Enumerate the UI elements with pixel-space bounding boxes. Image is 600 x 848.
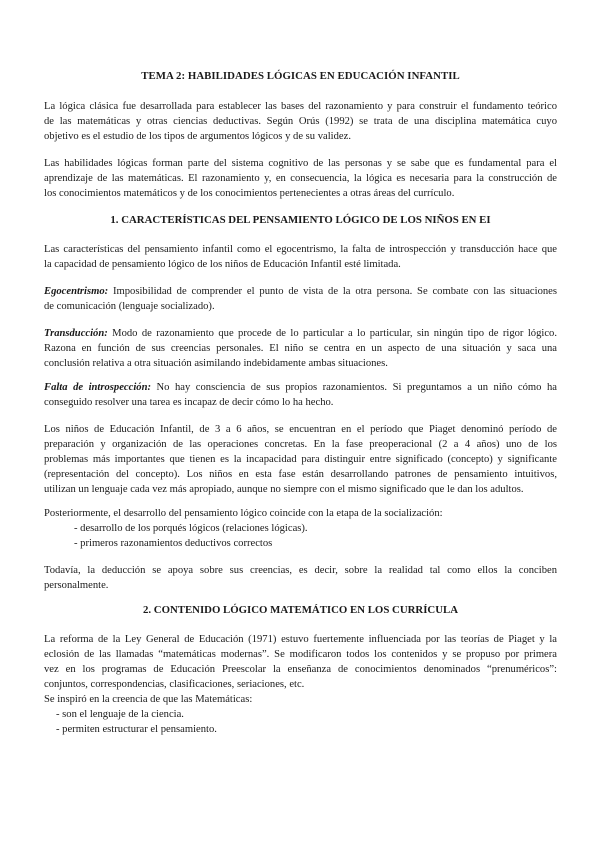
text-line: (representación del concepto). Los niños en esta fase están desarrollando patrones de pensamiento intuitivos, <box>44 469 557 480</box>
text-line: Todavía, la deducción se apoya sobre sus creencias, es decir, sobre la realidad tal como ellos la conciben <box>44 565 557 576</box>
text-line: preparación y organización de las operaciones concretas. En la fase preoperacional (2 a 4 años) uno de los <box>44 439 557 450</box>
text-line: eclosión de las llamadas “matemáticas modernas”. Se modificaron todos los contenidos y se propuso por primera <box>44 649 557 660</box>
text-line: conseguido resolver una tarea es incapaz de decir cómo lo ha hecho. <box>44 397 334 408</box>
text-line: vez en los programas de Educación Preescolar la enseñanza de conocimientos denominados “prenuméricos”: <box>44 664 557 675</box>
text-line: La reforma de la Ley General de Educación (1971) estuvo fuertemente influenciada por las teorías de Piaget y la <box>44 634 557 645</box>
definition-text: Modo de razonamiento que procede de lo particular a lo particular, sin ningún tipo de rigor lógico. <box>107 328 557 339</box>
definition-text: No hay consciencia de sus propios razonamientos. Si preguntamos a un niño cómo ha <box>150 382 557 393</box>
section-1-paragraph-3 <box>44 506 557 551</box>
text-line: objetivo es el estudio de los tipos de argumentos lógicos y de su validez. <box>44 131 351 142</box>
text-line: la capacidad de pensamiento lógico de los niños de Educación Infantil esté limitada. <box>44 259 401 270</box>
section-1-paragraph-4 <box>44 563 557 593</box>
text-line: aprendizaje de las matemáticas. El razonamiento y, en consecuencia, la lógica es necesaria para la construcción de <box>44 173 557 184</box>
introspeccion-definition <box>44 380 557 410</box>
section-2-heading: 2. CONTENIDO LÓGICO MATEMÁTICO EN LOS CURRÍCULA <box>142 604 459 616</box>
document-title: TEMA 2: HABILIDADES LÓGICAS EN EDUCACIÓN INFANTIL <box>141 70 460 82</box>
text-line: Razona en función de sus creencias personales. El niño se centra en un aspecto de una situación y saca una <box>44 343 557 354</box>
text-line <box>44 380 557 395</box>
text-line: conjuntos, correspondencias, clasificaciones, seriaciones, etc. <box>44 679 305 690</box>
text-line: conclusión relativa a otra situación asimilando indebidamente ambas situaciones. <box>44 358 388 369</box>
section-2-paragraph-1 <box>44 632 557 692</box>
intro-paragraph-1 <box>44 99 557 144</box>
definition-term: Transducción: <box>44 328 108 339</box>
text-line: Los niños de Educación Infantil, de 3 a 6 años, se encuentran en el período que Piaget denominó período de <box>44 424 557 435</box>
text-line: La lógica clásica fue desarrollada para establecer las bases del razonamiento y para construir el fundamento teórico <box>44 101 557 112</box>
list-item: - desarrollo de los porqués lógicos (relaciones lógicas). <box>74 523 308 534</box>
text-line: de comunicación (lenguaje socializado). <box>44 301 215 312</box>
text-line: problemas más importantes que tienen es la incapacidad para distinguir entre significado (concepto) y significante <box>44 454 557 465</box>
section-1-heading: 1. CARACTERÍSTICAS DEL PENSAMIENTO LÓGICO DE LOS NIÑOS EN EI <box>110 214 491 226</box>
transduccion-definition <box>44 326 557 371</box>
intro-paragraph-2 <box>44 156 557 201</box>
text-line: los conocimientos matemáticos y de los conocimientos pertenecientes a otras áreas del currículo. <box>44 188 455 199</box>
list-item: - primeros razonamientos deductivos correctos <box>74 538 273 549</box>
text-line: Se inspiró en la creencia de que las Matemáticas: <box>44 694 253 705</box>
definition-term: Falta de introspección: <box>44 382 151 393</box>
text-line: utilizan un lenguaje cada vez más apropiado, aunque no siempre con el mismo significado que le dan los adultos. <box>44 484 524 495</box>
text-line <box>44 326 557 341</box>
text-line <box>44 284 557 299</box>
text-line: Posteriormente, el desarrollo del pensamiento lógico coincide con la etapa de la socialización: <box>44 508 443 519</box>
definition-term: Egocentrismo: <box>44 286 109 297</box>
list-item: - permiten estructurar el pensamiento. <box>56 724 217 735</box>
egocentrismo-definition <box>44 284 557 314</box>
section-1-paragraph-2 <box>44 422 557 497</box>
definition-text: Imposibilidad de comprender el punto de vista de la otra persona. Se combate con las situaciones <box>108 286 557 297</box>
text-line: de las matemáticas y otras ciencias deductivas. Según Orús (1992) se trata de una disciplina matemática cuyo <box>44 116 557 127</box>
section-1-paragraph-1 <box>44 242 557 272</box>
text-line: Las características del pensamiento infantil como el egocentrismo, la falta de introspección y transducción hace que <box>44 244 557 255</box>
text-line: Las habilidades lógicas forman parte del sistema cognitivo de las personas y se sabe que es fundamental para el <box>44 158 557 169</box>
section-2-paragraph-2 <box>44 692 557 737</box>
text-line: personalmente. <box>44 580 109 591</box>
list-item: - son el lenguaje de la ciencia. <box>56 709 184 720</box>
